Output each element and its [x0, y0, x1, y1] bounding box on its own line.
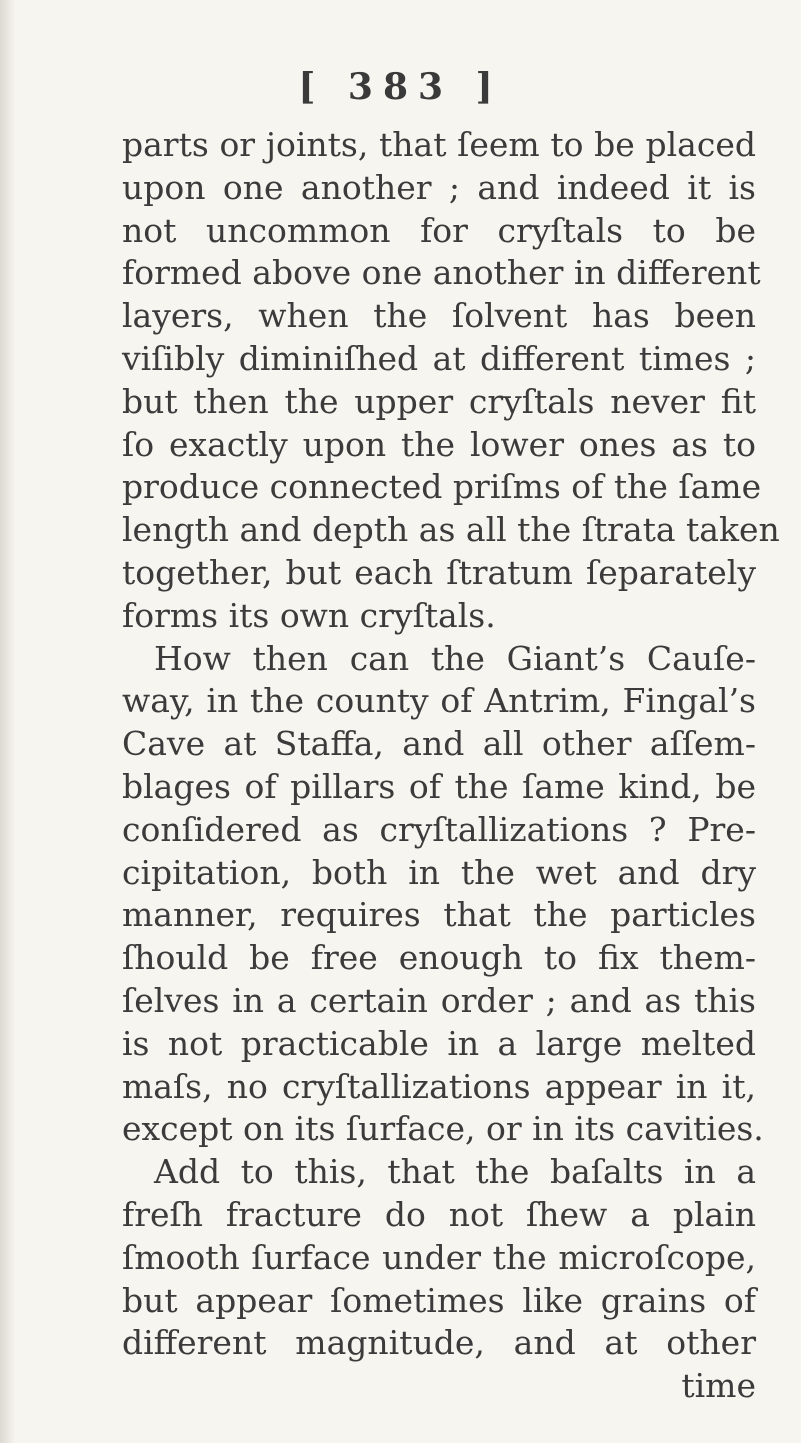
text-line: formed above one another in different	[122, 253, 761, 293]
text-line: parts or joints, that ſeem to be placed	[122, 125, 756, 164]
text-line: ſmooth ſurface under the microſcope,	[122, 1237, 756, 1277]
text-line: blages of pillars of the ſame kind, be	[122, 766, 756, 806]
text-line: ſhould be free enough to fix them-	[122, 938, 756, 978]
text-line: layers, when the ſolvent has been	[122, 296, 756, 336]
text-line: manner, requires that the particles	[122, 895, 756, 935]
text-line: together, but each ſtratum ſeparately	[122, 552, 756, 592]
text-line: except on its ſurface, or in its cavities.	[122, 1109, 764, 1149]
page-body	[122, 124, 780, 1408]
text-line: forms its own cryſtals.	[122, 595, 496, 635]
page-number: [ 383 ]	[298, 66, 503, 108]
text-line: upon one another ; and indeed it is	[122, 167, 756, 207]
text-line: not uncommon for cryſtals to be	[122, 210, 756, 250]
text-line: conſidered as cryſtallizations ? Pre-	[122, 809, 756, 849]
text-line: ſelves in a certain order ; and as this	[122, 980, 756, 1020]
catchword: time	[681, 1366, 756, 1406]
text-line: way, in the county of Antrim, Fingal’s	[122, 681, 756, 721]
text-line: but appear ſometimes like grains of	[122, 1280, 756, 1320]
text-line: is not practicable in a large melted	[122, 1023, 756, 1063]
text-line: viſibly diminiſhed at different times ;	[122, 338, 756, 378]
text-line: How then can the Giant’s Cauſe-	[154, 638, 756, 678]
text-line: ſo exactly upon the lower ones as to	[122, 424, 756, 464]
text-line: freſh fracture do not ſhew a plain	[122, 1194, 756, 1234]
page-gutter-shadow	[0, 0, 16, 1443]
text-line: maſs, no cryſtallizations appear in it,	[122, 1066, 756, 1106]
text-line: Cave at Staffa, and all other aſſem-	[122, 724, 756, 764]
text-line: cipitation, both in the wet and dry	[122, 852, 756, 892]
text-line: but then the upper cryſtals never fit	[122, 381, 756, 421]
text-line: different magnitude, and at other	[122, 1323, 756, 1363]
text-line: Add to this, that the baſalts in a	[154, 1152, 756, 1192]
text-line: produce connected priſms of the ſame	[122, 467, 762, 507]
text-line: length and depth as all the ſtrata taken	[122, 510, 780, 550]
